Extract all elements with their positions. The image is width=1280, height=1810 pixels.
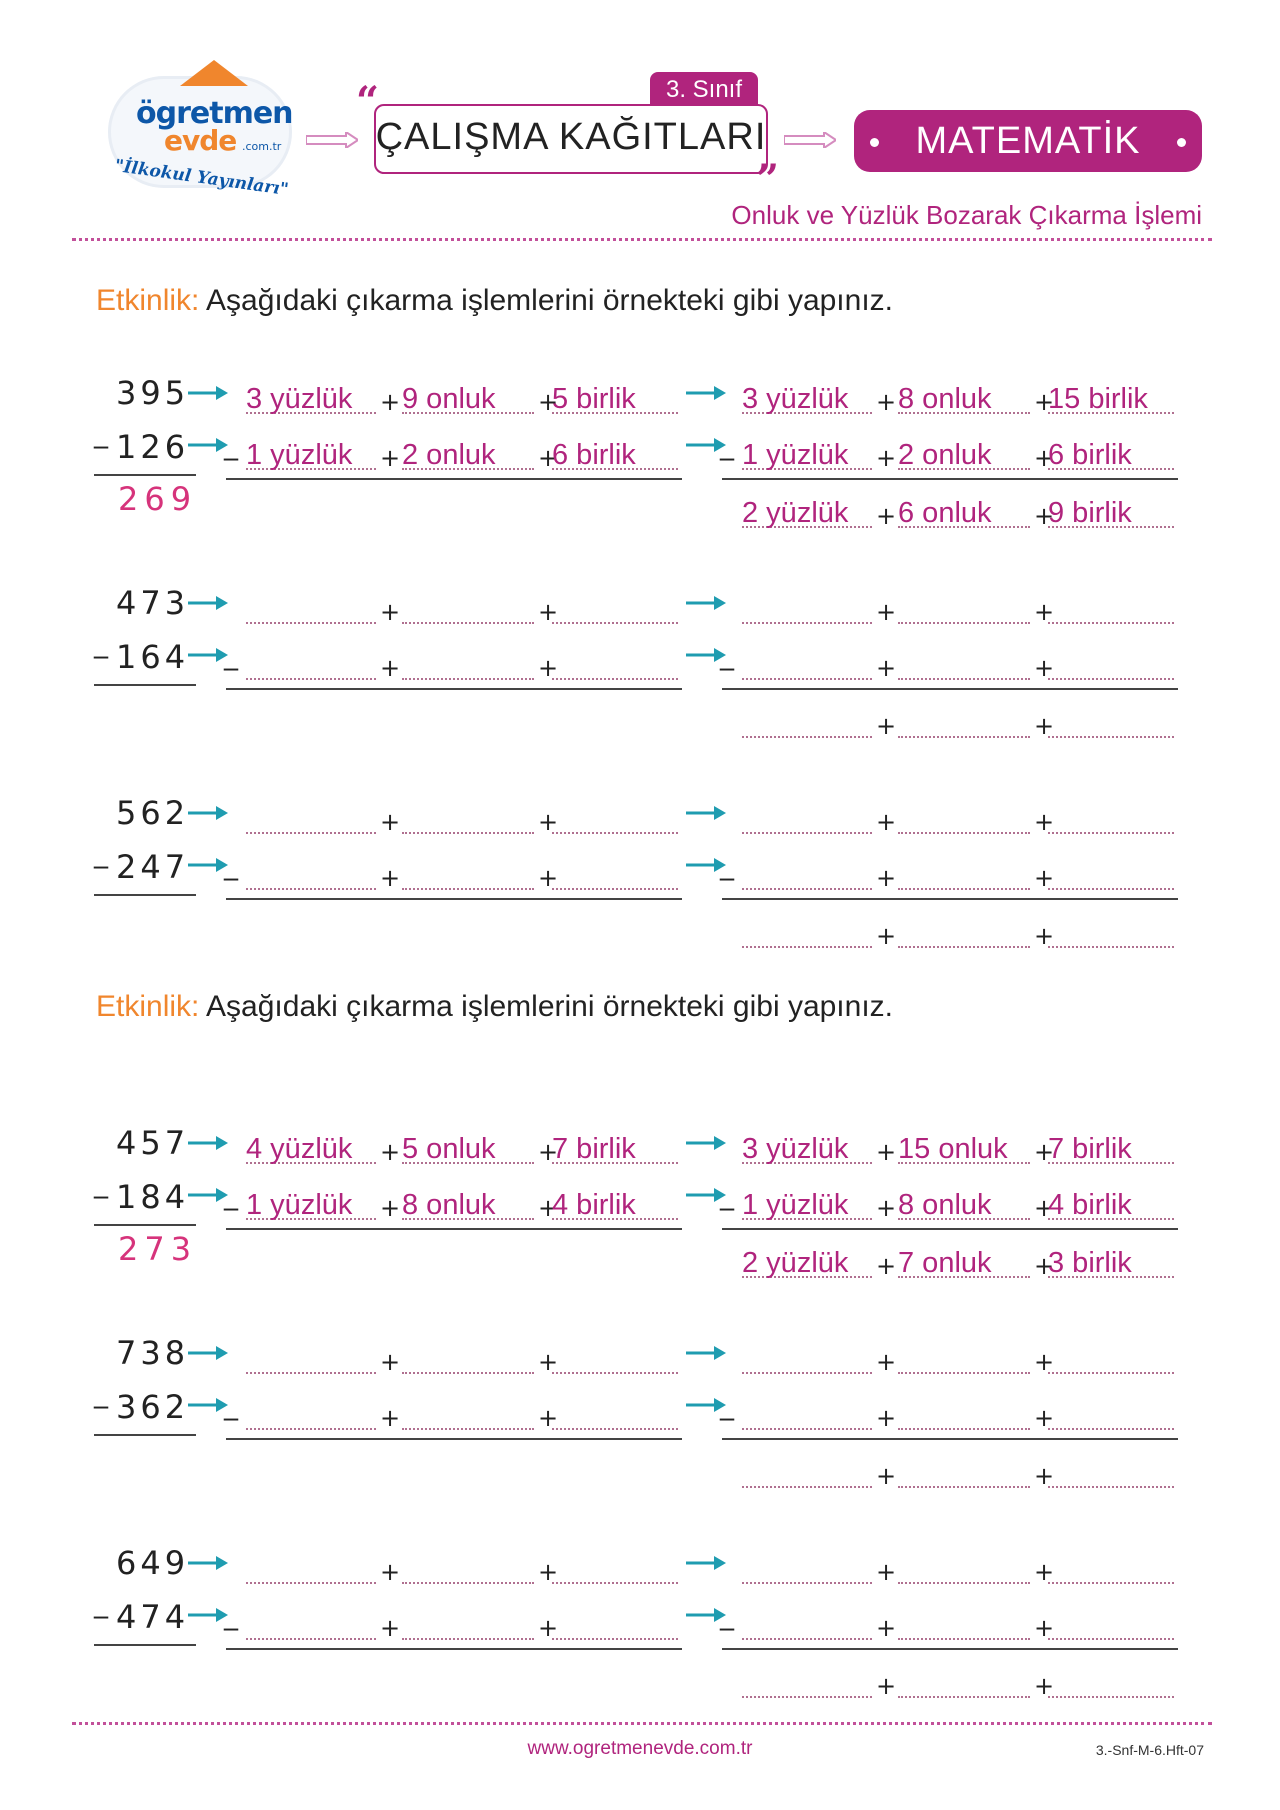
arrow-icon (188, 804, 230, 822)
filled-answer-slot: 1 yüzlük (742, 442, 872, 470)
minuend: 562 (116, 794, 190, 832)
filled-answer-slot: 8 onluk (402, 1192, 534, 1220)
underline (722, 1648, 1178, 1650)
plus-sign: + (380, 444, 401, 472)
filled-answer-slot: 6 birlik (1048, 442, 1174, 470)
plus-sign: + (538, 1614, 559, 1642)
filled-answer-slot: 2 onluk (898, 442, 1030, 470)
answer-blank[interactable] (1048, 1612, 1174, 1640)
plus-sign: + (380, 808, 401, 836)
answer-blank[interactable] (898, 1612, 1030, 1640)
answer-blank[interactable] (246, 1556, 376, 1584)
plus-sign: + (538, 808, 559, 836)
difference-result: 269 (118, 480, 198, 518)
activity-instruction-text: Aşağıdaki çıkarma işlemlerini örnekteki gibi yapınız. (206, 990, 893, 1023)
quote-close: ” (756, 156, 780, 203)
minus-sign: _ (720, 848, 734, 881)
plus-sign: + (876, 1404, 897, 1432)
answer-blank[interactable] (246, 1612, 376, 1640)
filled-answer-slot: 4 yüzlük (246, 1136, 376, 1164)
plus-sign: + (380, 1558, 401, 1586)
answer-blank[interactable] (1048, 806, 1174, 834)
activity-label: Etkinlik: (96, 284, 200, 317)
minus-sign: _ (94, 1586, 108, 1619)
minus-sign: _ (224, 1388, 238, 1421)
plus-sign: + (876, 444, 897, 472)
plus-sign: + (876, 598, 897, 626)
plus-sign: + (1034, 1138, 1055, 1166)
arrow-icon (188, 1134, 230, 1152)
plus-sign: + (380, 1348, 401, 1376)
answer-blank[interactable] (742, 1612, 872, 1640)
arrow-icon (686, 1344, 728, 1362)
plus-sign: + (1034, 712, 1055, 740)
logo-domain: .com.tr (242, 140, 282, 153)
answer-blank[interactable] (246, 1346, 376, 1374)
plus-sign: + (876, 808, 897, 836)
underline (722, 898, 1178, 900)
underline (226, 1438, 682, 1440)
plus-sign: + (538, 864, 559, 892)
difference-result: 273 (118, 1230, 198, 1268)
minuend: 649 (116, 1544, 190, 1582)
plus-sign: + (876, 1462, 897, 1490)
answer-blank[interactable] (246, 862, 376, 890)
plus-sign: + (538, 1194, 559, 1222)
plus-sign: + (538, 598, 559, 626)
activity-instruction-text: Aşağıdaki çıkarma işlemlerini örnekteki gibi yapınız. (206, 284, 893, 317)
answer-blank[interactable] (898, 862, 1030, 890)
minus-sign: _ (94, 836, 108, 869)
answer-blank[interactable] (742, 806, 872, 834)
subject-label: MATEMATİK (915, 120, 1141, 162)
footer-url: www.ogretmenevde.com.tr (527, 1738, 753, 1759)
plus-sign: + (538, 1404, 559, 1432)
minus-sign: _ (224, 848, 238, 881)
filled-answer-slot: 6 onluk (898, 500, 1030, 528)
dot-icon (1177, 138, 1186, 147)
plus-sign: + (1034, 864, 1055, 892)
minuend: 473 (116, 584, 190, 622)
plus-sign: + (538, 1348, 559, 1376)
plus-sign: + (1034, 598, 1055, 626)
logo-text-evde: evde (164, 124, 237, 157)
plus-sign: + (538, 1138, 559, 1166)
filled-answer-slot: 15 birlik (1048, 386, 1174, 414)
filled-answer-slot: 15 onluk (898, 1136, 1030, 1164)
minus-sign: _ (224, 1598, 238, 1631)
filled-answer-slot: 1 yüzlük (742, 1192, 872, 1220)
underline (226, 898, 682, 900)
answer-blank[interactable] (898, 920, 1030, 948)
activity-instruction (96, 990, 893, 1024)
filled-answer-slot: 1 yüzlük (246, 442, 376, 470)
underline (94, 894, 196, 896)
plus-sign: + (876, 654, 897, 682)
plus-sign: + (876, 502, 897, 530)
answer-blank[interactable] (1048, 596, 1174, 624)
subject-badge (854, 110, 1202, 172)
underline (94, 1644, 196, 1646)
plus-sign: + (380, 1404, 401, 1432)
filled-answer-slot: 5 onluk (402, 1136, 534, 1164)
underline (722, 688, 1178, 690)
filled-answer-slot: 3 yüzlük (742, 1136, 872, 1164)
minus-sign: _ (224, 1178, 238, 1211)
answer-blank[interactable] (742, 862, 872, 890)
answer-blank[interactable] (1048, 710, 1174, 738)
answer-blank[interactable] (742, 1460, 872, 1488)
arrow-icon (188, 1344, 230, 1362)
filled-answer-slot: 8 onluk (898, 386, 1030, 414)
plus-sign: + (876, 1672, 897, 1700)
answer-blank[interactable] (552, 1612, 678, 1640)
plus-sign: + (876, 1194, 897, 1222)
answer-blank[interactable] (898, 596, 1030, 624)
footer-divider (72, 1722, 1212, 1725)
footer-code: 3.-Snf-M-6.Hft-07 (1095, 1742, 1204, 1758)
minuend: 738 (116, 1334, 190, 1372)
answer-blank[interactable] (1048, 652, 1174, 680)
plus-sign: + (380, 1138, 401, 1166)
logo-text-ogretmen: ögretmen (136, 96, 293, 131)
plus-sign: + (876, 1614, 897, 1642)
plus-sign: + (1034, 1558, 1055, 1586)
answer-blank[interactable] (246, 806, 376, 834)
filled-answer-slot: 2 yüzlük (742, 500, 872, 528)
plus-sign: + (538, 444, 559, 472)
filled-answer-slot: 7 birlik (552, 1136, 678, 1164)
answer-blank[interactable] (1048, 1670, 1174, 1698)
answer-blank[interactable] (246, 652, 376, 680)
subtrahend: 362 (116, 1388, 190, 1426)
plus-sign: + (876, 1252, 897, 1280)
answer-blank[interactable] (1048, 1346, 1174, 1374)
answer-blank[interactable] (402, 1346, 534, 1374)
filled-answer-slot: 7 onluk (898, 1250, 1030, 1278)
answer-blank[interactable] (552, 1556, 678, 1584)
filled-answer-slot: 3 yüzlük (246, 386, 376, 414)
header-arrow-icon (784, 132, 836, 148)
answer-blank[interactable] (402, 652, 534, 680)
minus-sign: _ (94, 1376, 108, 1409)
minus-sign: _ (224, 428, 238, 461)
minus-sign: _ (720, 1178, 734, 1211)
plus-sign: + (538, 388, 559, 416)
plus-sign: + (1034, 1462, 1055, 1490)
answer-blank[interactable] (402, 1402, 534, 1430)
answer-blank[interactable] (898, 710, 1030, 738)
answer-blank[interactable] (742, 596, 872, 624)
answer-blank[interactable] (402, 1556, 534, 1584)
arrow-icon (686, 1554, 728, 1572)
answer-blank[interactable] (1048, 1460, 1174, 1488)
subtrahend: 184 (116, 1178, 190, 1216)
plus-sign: + (1034, 1672, 1055, 1700)
plus-sign: + (876, 922, 897, 950)
plus-sign: + (538, 1558, 559, 1586)
filled-answer-slot: 7 birlik (1048, 1136, 1174, 1164)
underline (94, 1434, 196, 1436)
underline (226, 1648, 682, 1650)
answer-blank[interactable] (898, 652, 1030, 680)
filled-answer-slot: 3 birlik (1048, 1250, 1174, 1278)
plus-sign: + (876, 388, 897, 416)
answer-blank[interactable] (246, 1402, 376, 1430)
page-title: ÇALIŞMA KAĞITLARI (375, 116, 767, 158)
filled-answer-slot: 8 onluk (898, 1192, 1030, 1220)
plus-sign: + (380, 1194, 401, 1222)
filled-answer-slot: 4 birlik (1048, 1192, 1174, 1220)
minus-sign: _ (94, 416, 108, 449)
filled-answer-slot: 2 yüzlük (742, 1250, 872, 1278)
subtrahend: 247 (116, 848, 190, 886)
answer-blank[interactable] (898, 1402, 1030, 1430)
minus-sign: _ (720, 1598, 734, 1631)
answer-blank[interactable] (898, 1556, 1030, 1584)
plus-sign: + (538, 654, 559, 682)
answer-blank[interactable] (402, 862, 534, 890)
filled-answer-slot: 6 birlik (552, 442, 678, 470)
arrow-icon (188, 594, 230, 612)
plus-sign: + (1034, 922, 1055, 950)
plus-sign: + (876, 712, 897, 740)
plus-sign: + (1034, 502, 1055, 530)
subtrahend: 126 (116, 428, 190, 466)
answer-blank[interactable] (898, 1346, 1030, 1374)
plus-sign: + (876, 1138, 897, 1166)
plus-sign: + (1034, 1252, 1055, 1280)
arrow-icon (188, 384, 230, 402)
filled-answer-slot: 5 birlik (552, 386, 678, 414)
answer-blank[interactable] (1048, 920, 1174, 948)
underline (722, 1438, 1178, 1440)
answer-blank[interactable] (552, 806, 678, 834)
answer-blank[interactable] (742, 652, 872, 680)
arrow-icon (686, 1134, 728, 1152)
underline (722, 478, 1178, 480)
underline (94, 684, 196, 686)
answer-blank[interactable] (552, 1402, 678, 1430)
subtrahend: 164 (116, 638, 190, 676)
plus-sign: + (1034, 1194, 1055, 1222)
answer-blank[interactable] (246, 596, 376, 624)
arrow-icon (686, 384, 728, 402)
answer-blank[interactable] (898, 806, 1030, 834)
answer-blank[interactable] (1048, 862, 1174, 890)
plus-sign: + (380, 1614, 401, 1642)
plus-sign: + (876, 864, 897, 892)
answer-blank[interactable] (742, 1556, 872, 1584)
dot-icon (870, 138, 879, 147)
filled-answer-slot: 3 yüzlük (742, 386, 872, 414)
header-divider (72, 238, 1212, 241)
answer-blank[interactable] (1048, 1402, 1174, 1430)
plus-sign: + (380, 864, 401, 892)
underline (226, 1228, 682, 1230)
plus-sign: + (876, 1348, 897, 1376)
filled-answer-slot: 4 birlik (552, 1192, 678, 1220)
subtrahend: 474 (116, 1598, 190, 1636)
underline (226, 688, 682, 690)
filled-answer-slot: 9 onluk (402, 386, 534, 414)
answer-blank[interactable] (402, 806, 534, 834)
minus-sign: _ (224, 638, 238, 671)
answer-blank[interactable] (552, 862, 678, 890)
answer-blank[interactable] (898, 1460, 1030, 1488)
answer-blank[interactable] (898, 1670, 1030, 1698)
answer-blank[interactable] (552, 652, 678, 680)
answer-blank[interactable] (742, 920, 872, 948)
logo-house-icon (180, 60, 248, 86)
minuend: 457 (116, 1124, 190, 1162)
filled-answer-slot: 2 onluk (402, 442, 534, 470)
plus-sign: + (1034, 444, 1055, 472)
activity-instruction (96, 284, 893, 318)
minus-sign: _ (720, 1388, 734, 1421)
underline (226, 478, 682, 480)
arrow-icon (188, 1554, 230, 1572)
plus-sign: + (380, 598, 401, 626)
minus-sign: _ (720, 428, 734, 461)
plus-sign: + (1034, 1348, 1055, 1376)
minuend: 395 (116, 374, 190, 412)
answer-blank[interactable] (742, 1346, 872, 1374)
plus-sign: + (380, 654, 401, 682)
filled-answer-slot: 9 birlik (1048, 500, 1174, 528)
plus-sign: + (1034, 1614, 1055, 1642)
arrow-icon (686, 804, 728, 822)
filled-answer-slot: 1 yüzlük (246, 1192, 376, 1220)
underline (722, 1228, 1178, 1230)
underline (94, 1224, 196, 1226)
plus-sign: + (1034, 654, 1055, 682)
minus-sign: _ (94, 1166, 108, 1199)
minus-sign: _ (94, 626, 108, 659)
grade-tab: 3. Sınıf (650, 72, 758, 106)
answer-blank[interactable] (742, 1670, 872, 1698)
logo-tagline: "İlkokul Yayınları" (113, 155, 290, 201)
underline (94, 474, 196, 476)
answer-blank[interactable] (742, 1402, 872, 1430)
worksheet-subtitle: Onluk ve Yüzlük Bozarak Çıkarma İşlemi (731, 200, 1202, 230)
answer-blank[interactable] (1048, 1556, 1174, 1584)
plus-sign: + (380, 388, 401, 416)
plus-sign: + (876, 1558, 897, 1586)
answer-blank[interactable] (552, 596, 678, 624)
arrow-icon (686, 594, 728, 612)
logo (100, 58, 300, 208)
answer-blank[interactable] (402, 596, 534, 624)
answer-blank[interactable] (552, 1346, 678, 1374)
quote-open: “ (356, 78, 380, 125)
activity-label: Etkinlik: (96, 990, 200, 1023)
answer-blank[interactable] (742, 710, 872, 738)
plus-sign: + (1034, 388, 1055, 416)
minus-sign: _ (720, 638, 734, 671)
header-arrow-icon (306, 132, 358, 148)
answer-blank[interactable] (402, 1612, 534, 1640)
plus-sign: + (1034, 808, 1055, 836)
plus-sign: + (1034, 1404, 1055, 1432)
